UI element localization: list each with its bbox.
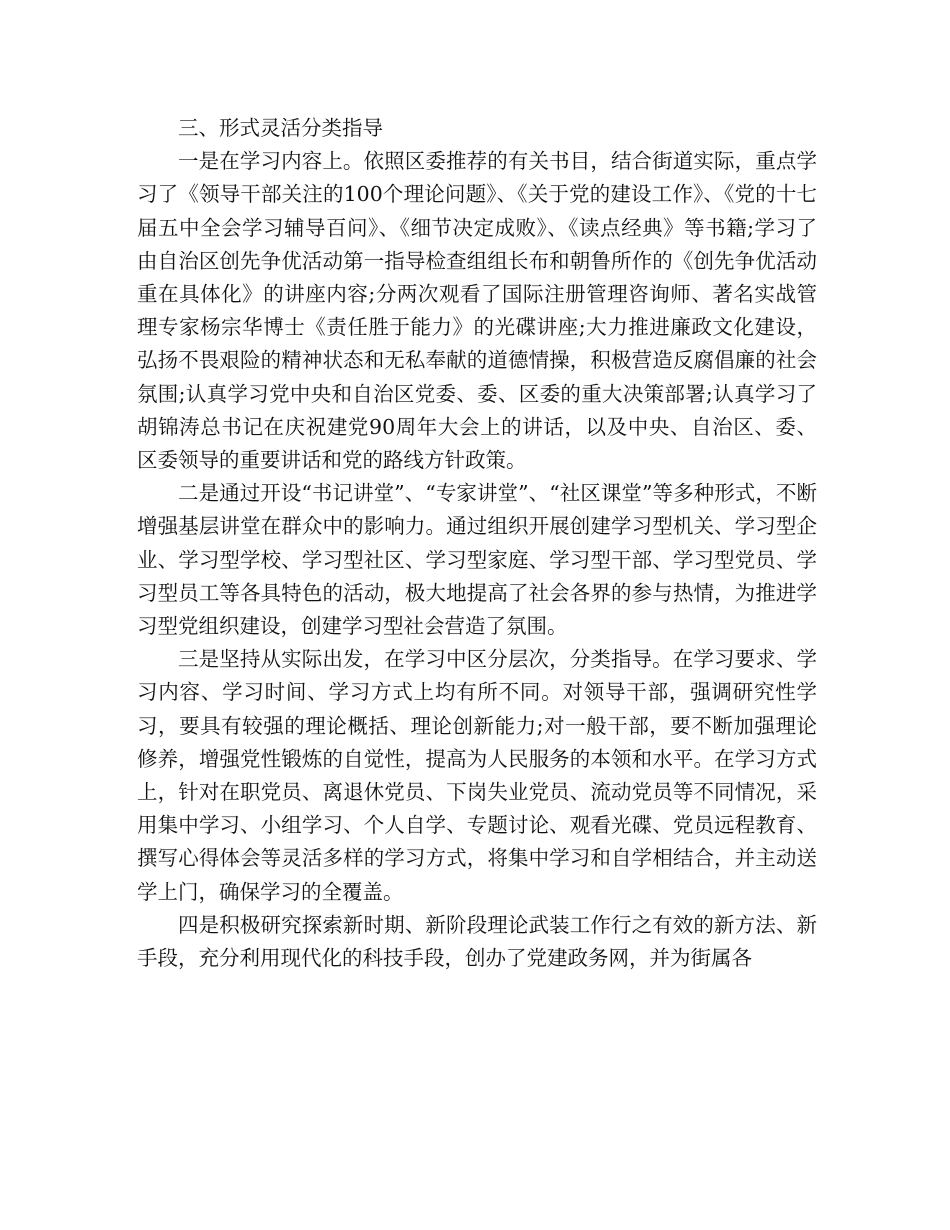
paragraph-study-content: 一是在学习内容上。依照区委推荐的有关书目，结合街道实际，重点学习了《领导干部关注的100个理论问题》、《关于党的建设工作》、《党的十七届五中全会学习辅导百问》、《细节决定成败》、《读点经典》等书籍;学习了由自治区创先争优活动第一指导检查组组长布和朝鲁所作的《创先争优活动重在具体化》的讲座内容;分两次观看了国际注册管理咨询师、著名实战管理专家杨宗华博士《责任胜于能力》的光碟讲座;大力推进廉政文化建设，弘扬不畏艰险的精神状态和无私奉献的道德情操，积极营造反腐倡廉的社会氛围;认真学习党中央和自治区党委、委、区委的重大决策部署;认真学习了胡锦涛总书记在庆祝建党90周年大会上的讲话，以及中央、自治区、委、区委领导的重要讲话和党的路线方针政策。: [137, 149, 817, 473]
paragraph-tiered-guidance: 三是坚持从实际出发，在学习中区分层次，分类指导。在学习要求、学习内容、学习时间、学习方式上均有所不同。对领导干部，强调研究性学习，要具有较强的理论概括、理论创新能力;对一般干部，要不断加强理论修养，增强党性锻炼的自觉性，提高为人民服务的本领和水平。在学习方式上，针对在职党员、离退休党员、下岗失业党员、流动党员等不同情况，采用集中学习、小组学习、个人自学、专题讨论、观看光碟、党员远程教育、撰写心得体会等灵活多样的学习方式，将集中学习和自学相结合，并主动送学上门，确保学习的全覆盖。: [137, 647, 817, 904]
paragraph-lecture-forms: 二是通过开设“书记讲堂”、“专家讲堂”、“社区课堂”等多种形式，不断增强基层讲堂在群众中的影响力。通过组织开展创建学习型机关、学习型企业、学习型学校、学习型社区、学习型家庭、学习型干部、学习型党员、学习型员工等各具特色的活动，极大地提高了社会各界的参与热情，为推进学习型党组织建设，创建学习型社会营造了氛围。: [137, 481, 817, 639]
section-heading: 三、形式灵活分类指导: [178, 116, 383, 140]
paragraph-new-methods: 四是积极研究探索新时期、新阶段理论武装工作行之有效的新方法、新手段，充分利用现代化的科技手段，创办了党建政务网，并为街属各: [137, 912, 817, 971]
document-body: [137, 112, 817, 975]
